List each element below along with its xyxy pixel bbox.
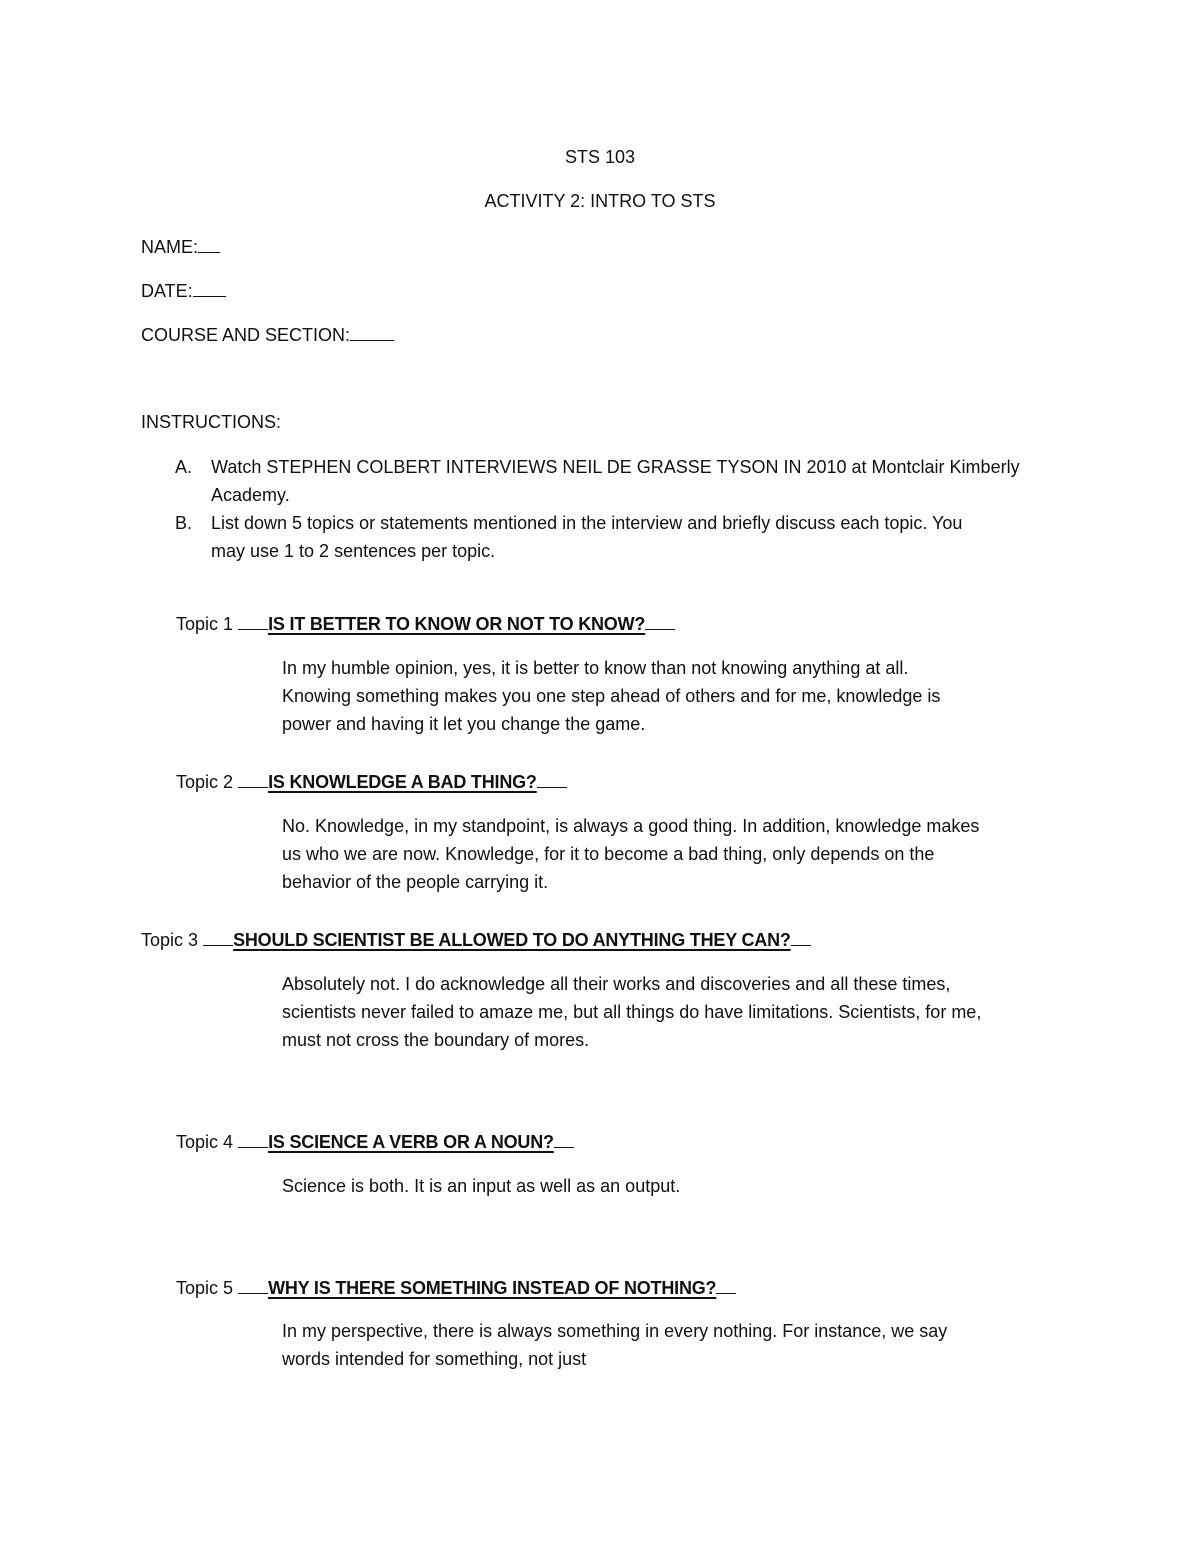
topic-4-question: IS SCIENCE A VERB OR A NOUN? [268, 1132, 554, 1152]
topic-5-trail-blank [716, 1276, 736, 1294]
topic-4-answer-line-1: Science is both. It is an input as well as an output. [282, 1176, 681, 1196]
course-code: STS 103 [564, 147, 636, 167]
name-field [141, 235, 220, 258]
topic-4-trail-blank [554, 1130, 574, 1148]
course-section-field [141, 323, 394, 346]
topic-3-answer-line-3: must not cross the boundary of mores. [282, 1030, 590, 1050]
topic-1-heading [176, 612, 675, 635]
instruction-a-marker: A. [175, 457, 193, 477]
topic-5-question: WHY IS THERE SOMETHING INSTEAD OF NOTHING? [268, 1278, 717, 1298]
topic-5-heading [176, 1276, 736, 1299]
topic-4-lead-blank [238, 1130, 268, 1148]
topic-2-heading [176, 770, 567, 793]
topic-2-trail-blank [537, 770, 567, 788]
instruction-a-line-2: Academy. [211, 485, 290, 505]
instructions-heading: INSTRUCTIONS: [141, 412, 282, 432]
topic-5-lead-blank [238, 1276, 268, 1294]
topic-1-answer-line-1: In my humble opinion, yes, it is better to know than not knowing anything at all. [282, 658, 909, 678]
instruction-b-line-1: List down 5 topics or statements mentioned in the interview and briefly discuss each topic. You [211, 513, 963, 533]
topic-4-label: Topic 4 [176, 1132, 234, 1152]
topic-2-answer-line-3: behavior of the people carrying it. [282, 872, 549, 892]
name-blank [198, 235, 220, 253]
topic-1-answer-line-3: power and having it let you change the game. [282, 714, 646, 734]
topic-1-label: Topic 1 [176, 614, 234, 634]
topic-2-answer-line-1: No. Knowledge, in my standpoint, is always a good thing. In addition, knowledge makes [282, 816, 980, 836]
topic-1-trail-blank [645, 612, 675, 630]
topic-2-question: IS KNOWLEDGE A BAD THING? [268, 772, 537, 792]
topic-3-question: SHOULD SCIENTIST BE ALLOWED TO DO ANYTHING THEY CAN? [233, 930, 791, 950]
date-label: DATE: [141, 281, 193, 301]
topic-3-answer-line-2: scientists never failed to amaze me, but all things do have limitations. Scientists, for me, [282, 1002, 982, 1022]
topic-3-label: Topic 3 [141, 930, 199, 950]
course-section-label: COURSE AND SECTION: [141, 325, 351, 345]
topic-5-answer-line-1: In my perspective, there is always something in every nothing. For instance, we say [282, 1321, 948, 1341]
topic-3-answer-line-1: Absolutely not. I do acknowledge all their works and discoveries and all these times, [282, 974, 951, 994]
topic-2-lead-blank [238, 770, 268, 788]
date-field [141, 279, 226, 302]
topic-4-heading [176, 1130, 574, 1153]
instruction-b-marker: B. [175, 513, 193, 533]
topic-5-label: Topic 5 [176, 1278, 234, 1298]
topic-3-heading [141, 928, 811, 951]
instruction-a-line-1: Watch STEPHEN COLBERT INTERVIEWS NEIL DE GRASSE TYSON IN 2010 at Montclair Kimberly [211, 457, 1020, 477]
topic-1-answer-line-2: Knowing something makes you one step ahead of others and for me, knowledge is [282, 686, 941, 706]
course-section-blank [350, 323, 394, 341]
date-blank [193, 279, 226, 297]
topic-2-label: Topic 2 [176, 772, 234, 792]
activity-title: ACTIVITY 2: INTRO TO STS [484, 191, 716, 211]
topic-5-answer-line-2: words intended for something, not just [282, 1349, 587, 1369]
topic-3-lead-blank [203, 928, 233, 946]
topic-1-lead-blank [238, 612, 268, 630]
name-label: NAME: [141, 237, 199, 257]
topic-1-question: IS IT BETTER TO KNOW OR NOT TO KNOW? [268, 614, 646, 634]
topic-3-trail-blank [791, 928, 811, 946]
topic-2-answer-line-2: us who we are now. Knowledge, for it to become a bad thing, only depends on the [282, 844, 935, 864]
instruction-b-line-2: may use 1 to 2 sentences per topic. [211, 541, 496, 561]
